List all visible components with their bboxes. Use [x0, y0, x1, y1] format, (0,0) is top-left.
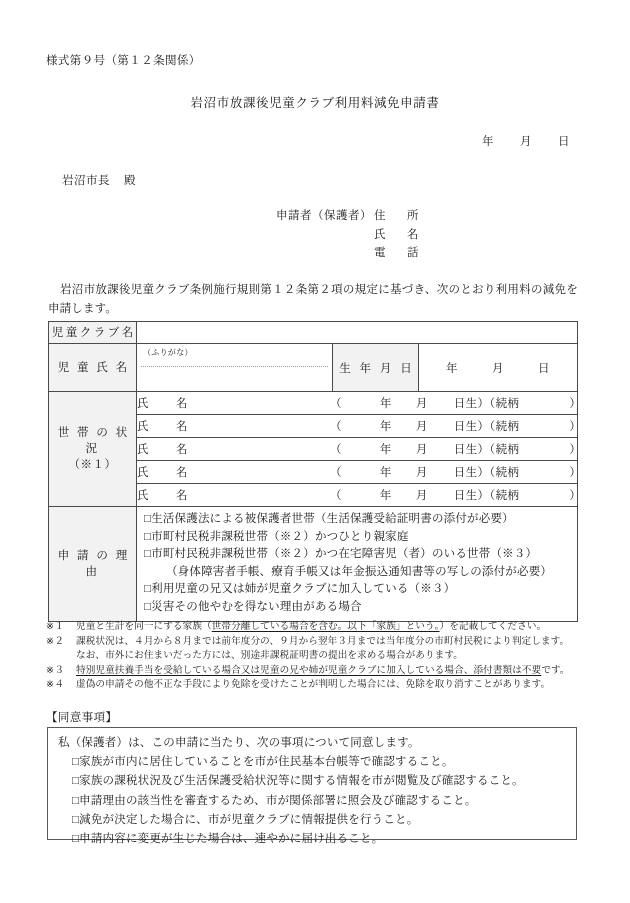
household-member-row: [137, 421, 581, 433]
member-open-paren: （: [330, 467, 342, 479]
footnote-marker: ※４: [46, 679, 65, 691]
date-month-label: 月: [520, 136, 532, 148]
member-relation-label: （続柄: [489, 467, 520, 479]
footnote-text-underlined: 世帯分離している場合を含む。以下「家族」という。: [211, 621, 440, 632]
dob-label: 生 年 月 日: [333, 344, 419, 392]
reason-option-label: 利用児童の兄又は姉が児童クラブに加入している（※３）: [151, 583, 456, 596]
dob-year-label: 年: [446, 362, 458, 375]
form-number: 様式第９号（第１２条関係）: [46, 55, 201, 67]
consent-item-department-inquiry[interactable]: □申請理由の該当性を審査するため、市が関係部署に照会及び確認すること。: [72, 794, 477, 807]
checkbox-icon[interactable]: □: [144, 530, 152, 543]
intro-paragraph: 岩沼市放課後児童クラブ条例施行規則第１２条第２項の規定に基づき、次のとおり利用料の減免を申請します。: [48, 284, 578, 315]
footnote-body: [76, 620, 586, 635]
reason-option-disability[interactable]: [144, 546, 571, 564]
household-status-title: 世 帯 の 状 況: [57, 427, 130, 455]
member-name-label: 氏 名: [137, 467, 196, 479]
furigana-rule: [141, 366, 328, 367]
household-status-label: [49, 392, 137, 507]
applicant-address-label: 住 所: [374, 210, 424, 222]
reason-option-single-parent[interactable]: [144, 529, 571, 547]
table-row-reason: [49, 507, 578, 622]
footnote-3: [46, 664, 586, 679]
reason-option-label: 市町村民税非課税世帯（※２）かつ在宅障害児（者）のいる世帯（※３）: [151, 548, 538, 561]
footnote-body: 虚偽の申請その他不正な手段により免除を受けたことが判明した場合には、免除を取り消すことがあります。: [76, 679, 551, 691]
child-name-input[interactable]: [137, 344, 333, 392]
member-day-label: 日生）: [453, 467, 490, 479]
application-table: [48, 321, 582, 622]
member-open-paren: （: [330, 398, 342, 410]
applicant-phone-label: 電 話: [374, 247, 424, 259]
household-member-input[interactable]: [137, 415, 582, 438]
dob-input[interactable]: [419, 344, 578, 392]
applicant-block: [276, 207, 424, 263]
footnote-body: [76, 635, 586, 664]
member-year-label: 年: [379, 398, 392, 410]
applicant-name-label: 氏 名: [374, 228, 424, 241]
member-open-paren: （: [330, 444, 342, 456]
consent-item-change-report[interactable]: □申請内容に変更が生じた場合は、速やかに届け出ること。: [72, 833, 384, 846]
member-relation-label: （続柄: [489, 490, 520, 502]
member-open-paren: （: [330, 490, 342, 502]
household-member-row: [137, 467, 581, 479]
member-close-paren: ）: [569, 490, 582, 502]
member-month-label: 月: [415, 398, 428, 410]
member-name-label: 氏 名: [137, 490, 196, 502]
consent-item-tax-info[interactable]: □家族の課税状況及び生活保護受給状況等に関する情報を市が閲覧及び確認すること。: [72, 775, 524, 788]
member-month-label: 月: [415, 421, 428, 433]
reason-option-label: 災害その他やむを得ない理由がある場合: [151, 600, 362, 613]
member-year-label: 年: [379, 467, 392, 479]
date-year-label: 年: [482, 136, 494, 148]
member-month-label: 月: [415, 490, 428, 502]
member-name-label: 氏 名: [137, 421, 196, 433]
member-close-paren: ）: [569, 421, 582, 433]
page-title: 岩沼市放課後児童クラブ利用料減免申請書: [190, 96, 440, 110]
footnote-4: [46, 678, 586, 693]
member-relation-label: （続柄: [489, 421, 520, 433]
dob-value-row: [419, 360, 577, 376]
reason-option-sibling[interactable]: [144, 581, 571, 599]
reason-option-disability-note: （身体障害者手帳、療育手帳又は年金振込通知書等の写しの添付が必要）: [166, 565, 553, 578]
footnote-marker: ※１: [46, 621, 65, 632]
club-name-input[interactable]: [137, 322, 578, 344]
checkbox-icon[interactable]: □: [144, 583, 152, 596]
member-day-label: 日生）: [453, 490, 490, 502]
member-close-paren: ）: [569, 398, 582, 410]
footnote-text-underlined: 特別児童扶養手当を受給している場合又は児童の兄や姉が児童クラブに加入している場合、添付書類は不要: [76, 664, 542, 676]
member-close-paren: ）: [569, 444, 582, 456]
member-month-label: 月: [415, 467, 428, 479]
applicant-lead-label: 申請者（保護者）: [276, 210, 372, 222]
household-member-input[interactable]: [137, 461, 582, 484]
dob-month-label: 月: [492, 362, 504, 375]
checkbox-icon[interactable]: □: [144, 600, 152, 613]
table-row-club-name: [49, 322, 578, 344]
household-member-row: [137, 490, 581, 502]
reason-option-label: 市町村民税非課税世帯（※２）かつひとり親家庭: [151, 530, 409, 543]
footnote-1: [46, 620, 586, 635]
member-relation-label: （続柄: [489, 444, 520, 456]
member-relation-label: （続柄: [489, 398, 520, 410]
footnotes: [46, 620, 586, 693]
member-name-label: 氏 名: [137, 444, 196, 456]
footnote-text-post: です。: [541, 664, 570, 676]
member-year-label: 年: [379, 444, 392, 456]
consent-item-club-notification[interactable]: □減免が決定した場合に、市が児童クラブに情報提供を行うこと。: [72, 813, 419, 826]
footnote-text-pre: 児童と生計を同一にする家族（: [76, 621, 212, 632]
table-row: [49, 392, 578, 415]
household-member-row: [137, 444, 581, 456]
footnote-text-post: ）を記載してください。: [439, 621, 547, 632]
member-close-paren: ）: [569, 467, 582, 479]
member-year-label: 年: [379, 490, 392, 502]
reason-cell: [137, 507, 578, 622]
household-member-input[interactable]: [137, 438, 582, 461]
member-day-label: 日生）: [453, 421, 490, 433]
furigana-label: （ふりがな）: [143, 348, 193, 357]
date-line: [482, 133, 570, 149]
checkbox-icon[interactable]: □: [144, 513, 152, 525]
footnote-2: [46, 635, 586, 664]
consent-item-residency[interactable]: □家族が市内に居住していることを市が住民基本台帳等で確認すること。: [72, 756, 454, 769]
member-month-label: 月: [415, 444, 428, 456]
applicant-name-row: [276, 226, 424, 245]
member-open-paren: （: [330, 421, 342, 433]
footnote-body: [76, 664, 586, 679]
checkbox-icon[interactable]: □: [144, 548, 152, 561]
date-day-label: 日: [558, 136, 570, 148]
consent-section-title: 【同意事項】: [46, 712, 118, 724]
addressee-name: 岩沼市長: [62, 175, 110, 187]
child-name-label: 児 童 氏 名: [49, 344, 137, 392]
reason-checkbox-list: [137, 507, 577, 621]
member-year-label: 年: [379, 421, 392, 433]
consent-box: [47, 727, 577, 846]
addressee-honorific: 殿: [124, 175, 136, 187]
household-member-input[interactable]: [137, 392, 582, 415]
member-day-label: 日生）: [453, 444, 490, 456]
household-member-row: [137, 398, 581, 410]
household-member-input[interactable]: [137, 484, 582, 507]
footnote-marker: ※３: [46, 664, 65, 676]
consent-lead-text: 私（保護者）は、この申請に当たり、次の事項について同意します。: [58, 737, 420, 749]
addressee: [62, 172, 136, 188]
household-status-note: （※１）: [68, 459, 117, 471]
footnote-text-second-line: なお、市外にお住まいだった方には、別途非課税証明書の提出を求める場合があります。: [76, 650, 463, 662]
reason-option-welfare[interactable]: [144, 511, 571, 529]
footnote-marker: ※２: [46, 635, 65, 647]
reason-option-disaster[interactable]: [144, 599, 571, 617]
reason-option-label: 生活保護法による被保護者世帯（生活保護受給証明書の添付が必要）: [151, 513, 514, 525]
applicant-phone-row: [276, 244, 424, 263]
footnote-text-pre: 課税状況は、４月から８月までは前年度分の、９月から翌年３月までは当年度分の市町村民税により判定します。: [76, 635, 570, 647]
dob-day-label: 日: [538, 362, 550, 375]
member-name-label: 氏 名: [137, 398, 196, 410]
table-row-child-name: [49, 344, 578, 392]
member-day-label: 日生）: [453, 398, 490, 410]
applicant-address-row: [276, 207, 424, 226]
club-name-label: 児童クラブ名: [49, 322, 137, 344]
reason-label: 申 請 の 理 由: [49, 507, 137, 622]
